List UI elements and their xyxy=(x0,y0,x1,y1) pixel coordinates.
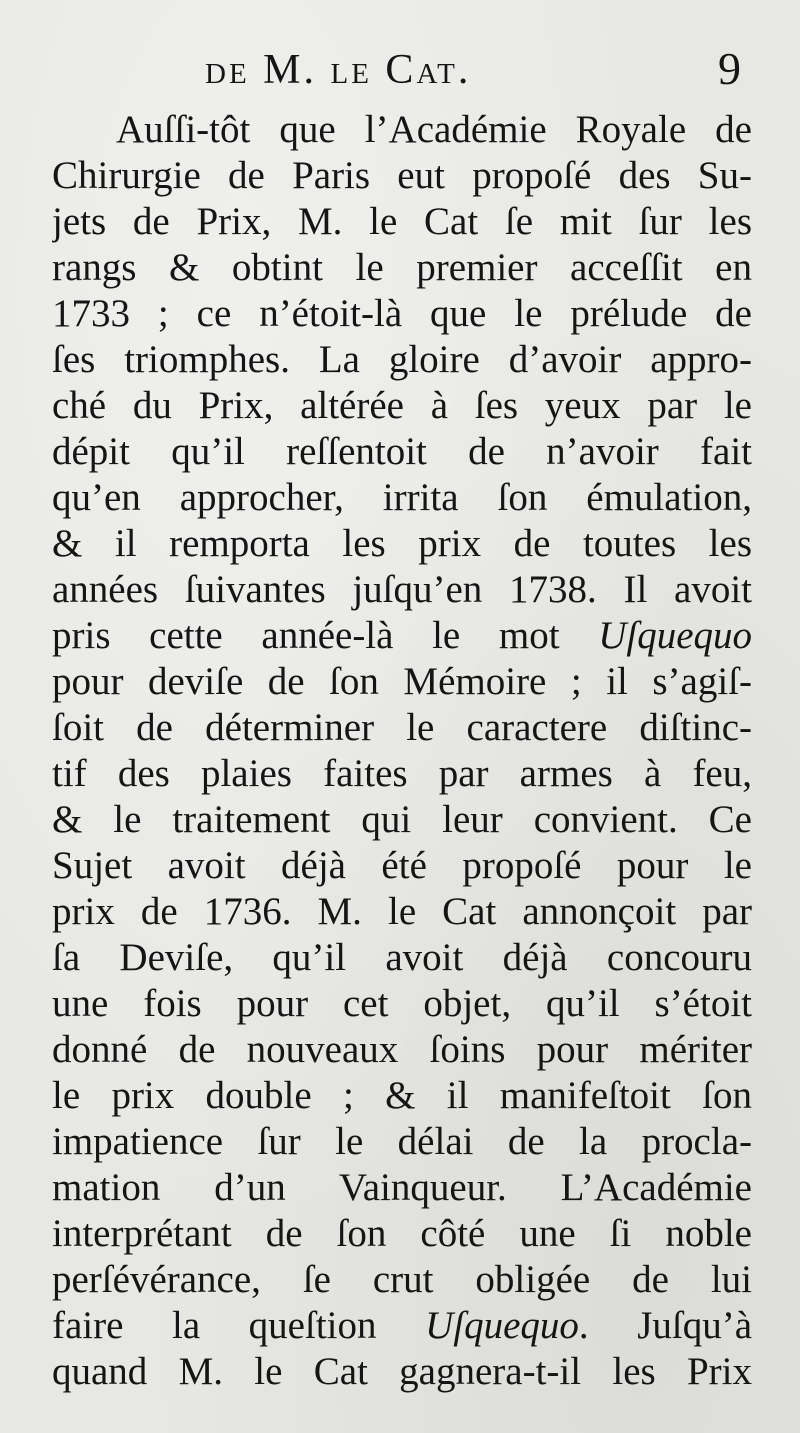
running-head xyxy=(0,42,800,102)
italic-word: Uſquequo xyxy=(425,1304,579,1347)
text-line: interprétant de ſon côté une ſi noble xyxy=(52,1212,752,1255)
text-line-with-italic xyxy=(52,613,752,659)
text-line: jets de Prix, M. le Cat ſe mit ſur les xyxy=(52,200,752,243)
line-text-tail: . Juſqu’à xyxy=(578,1304,752,1347)
italic-word: Uſquequo xyxy=(598,614,752,657)
text-line-with-italic xyxy=(52,1303,752,1349)
text-line: & il remporta les prix de toutes les xyxy=(52,522,752,565)
text-line: pour deviſe de ſon Mémoire ; il s’agiſ- xyxy=(52,660,752,703)
text-line: & le traitement qui leur convient. Ce xyxy=(52,798,752,841)
text-line: une fois pour cet objet, qu’il s’étoit xyxy=(52,982,752,1025)
text-line: dépit qu’il reſſentoit de n’avoir fait xyxy=(52,430,752,473)
text-line: qu’en approcher, irrita ſon émulation, xyxy=(52,476,752,519)
text-line: ſa Deviſe, qu’il avoit déjà concouru xyxy=(52,936,752,979)
text-line: Sujet avoit déjà été propoſé pour le xyxy=(52,844,752,887)
text-line: mation d’un Vainqueur. L’Académie xyxy=(52,1166,752,1209)
text-line: le prix double ; & il manifeſtoit ſon xyxy=(52,1074,752,1117)
text-line: 1733 ; ce n’étoit-là que le prélude de xyxy=(52,292,752,335)
page-number: 9 xyxy=(718,43,741,94)
running-title: de M. le Cat. xyxy=(205,47,472,93)
text-line: quand M. le Cat gagnera-t-il les Prix xyxy=(52,1350,752,1393)
text-line: années ſuivantes juſqu’en 1738. Il avoit xyxy=(52,568,752,611)
text-line: ché du Prix, altérée à ſes yeux par le xyxy=(52,384,752,427)
line-text: pris cette année-là le mot xyxy=(52,614,560,657)
line-text: faire la queſtion xyxy=(52,1304,377,1347)
text-line: rangs & obtint le premier acceſſit en xyxy=(52,246,752,289)
body-text xyxy=(52,107,752,1395)
text-line: impatience ſur le délai de la procla- xyxy=(52,1120,752,1163)
text-line: Auſſi-tôt que l’Académie Royale de xyxy=(116,108,752,151)
text-line: prix de 1736. M. le Cat annonçoit par xyxy=(52,890,752,933)
text-line: ſoit de déterminer le caractere diſtinc- xyxy=(52,706,752,749)
text-line: tif des plaies faites par armes à feu, xyxy=(52,752,752,795)
text-line: perſévérance, ſe crut obligée de lui xyxy=(52,1258,752,1301)
text-line: ſes triomphes. La gloire d’avoir appro- xyxy=(52,338,752,381)
text-line: Chirurgie de Paris eut propoſé des Su- xyxy=(52,154,752,197)
text-line: donné de nouveaux ſoins pour mériter xyxy=(52,1028,752,1071)
